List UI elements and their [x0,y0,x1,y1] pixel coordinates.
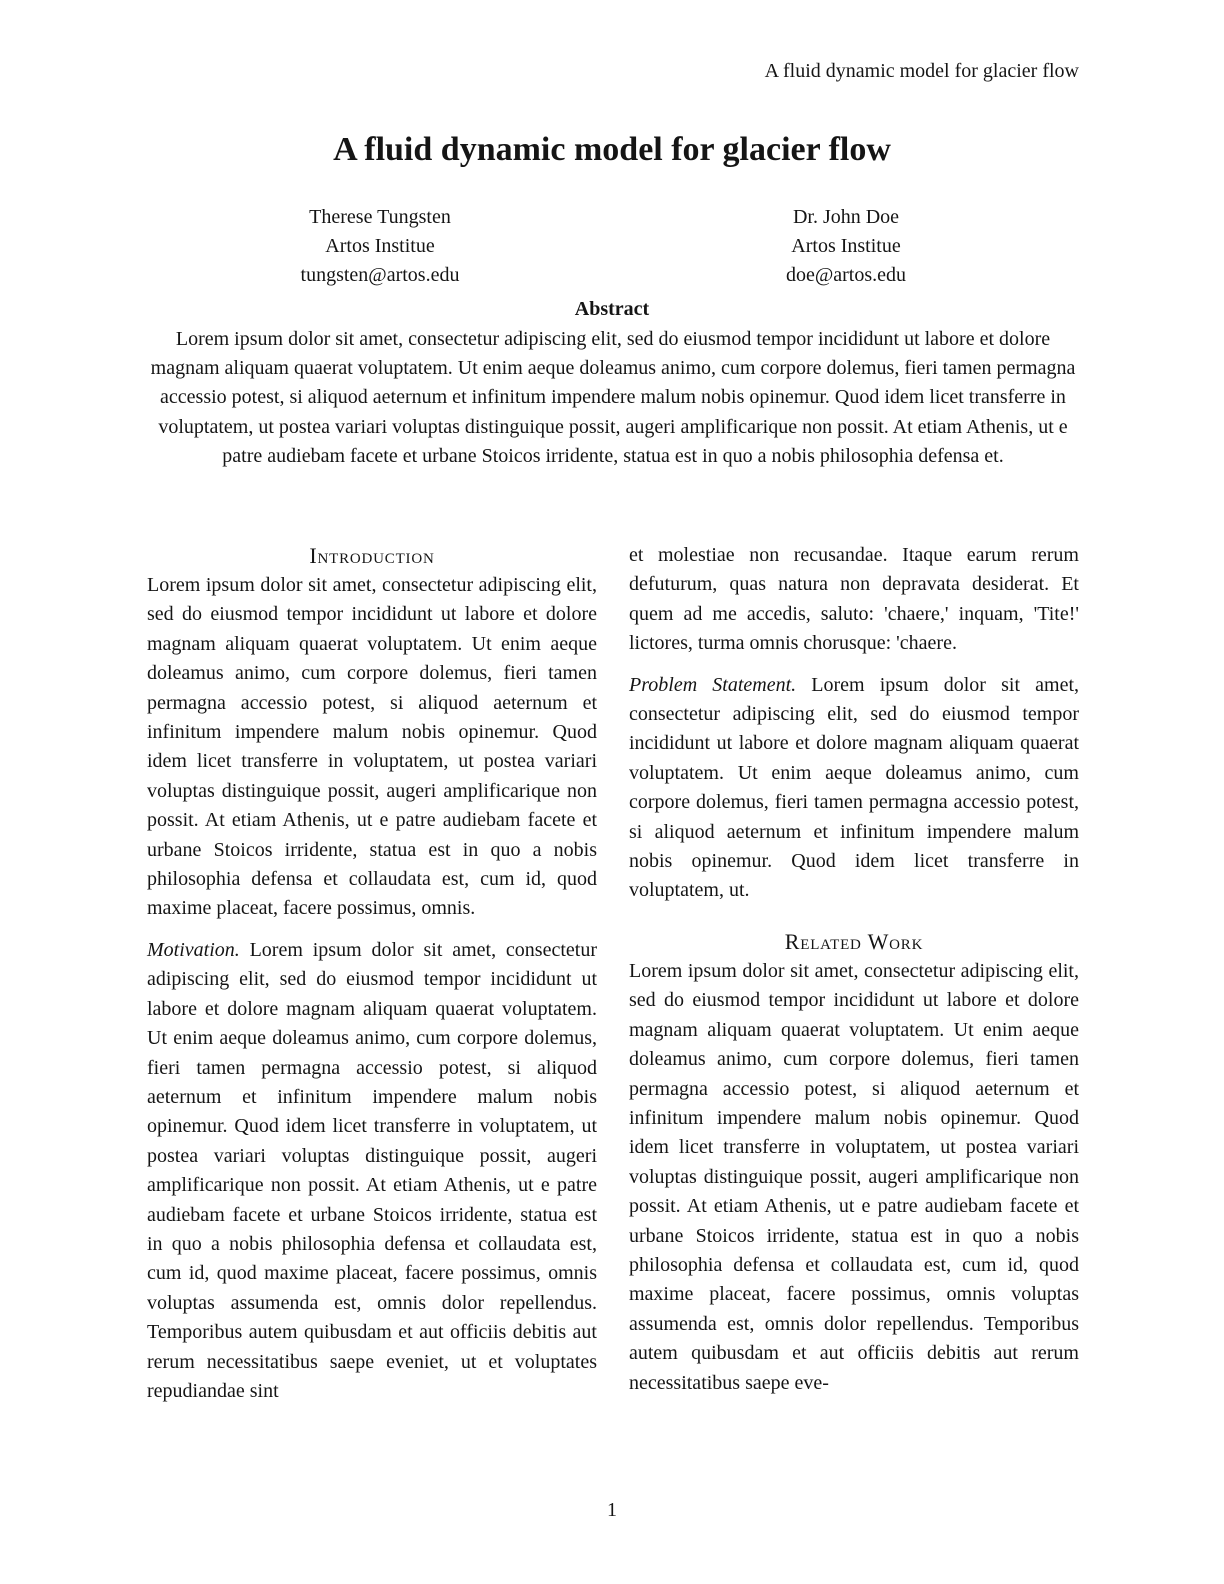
problem-statement-paragraph [629,671,1079,906]
continuation-paragraph: et molestiae non recusandae. Itaque earum rerum defuturum, quas natura non depravata desiderat. Et quem ad me accedis, saluto: 'chaere,' inquam, 'Tite!' lictores, turma omnis chorusque: 'chaere. [629,544,1079,655]
section-heading-introduction: Introduction [309,543,435,568]
running-header: A fluid dynamic model for glacier flow [764,60,1079,82]
motivation-text: Lorem ipsum dolor sit amet, consectetur adipiscing elit, sed do eiusmod tempor incididunt ut labore et dolore magnam aliquam quaerat voluptatem. Ut enim aeque doleamus animo, cum corpore dolemus, fieri tamen permagna accessio potest, si aliquod aeternum et infinitum impendere malum nobis opinemur. Quod idem licet transferre in voluptatem, ut postea variari voluptas distinguique possit, augeri amplificarique non possit. At etiam Athenis, ut e patre audiebam facete et urbane Stoicos irridente, statua est in quo a nobis philosophia defensa et collaudata est, cum id, quod maxime placeat, facere possimus, omnis voluptas assumenda est, omnis dolor repellendus. Temporibus autem quibusdam et aut officiis debitis aut rerum necessitatibus saepe eveniet, ut et voluptates repudiandae sint [147,938,597,1402]
introduction-paragraph: Lorem ipsum dolor sit amet, consectetur adipiscing elit, sed do eiusmod tempor incididunt ut labore et dolore magnam aliquam quaerat voluptatem. Ut enim aeque doleamus animo, cum corpore dolemus, fieri tamen permagna accessio potest, si aliquod aeternum et infinitum impendere malum nobis opinemur. Quod idem licet transferre in voluptatem, ut postea variari voluptas distinguique possit, augeri amplificarique non possit. At etiam Athenis, ut e patre audiebam facete et urbane Stoicos irridente, statua est in quo a nobis philosophia defensa et collaudata est, cum id, quod maxime placeat, facere possimus, omnis. [147,574,597,920]
author-2-affiliation: Artos Institue [791,235,901,257]
abstract-heading: Abstract [574,298,650,320]
body-columns [147,541,1080,1406]
author-2-name: Dr. John Doe [792,206,900,228]
author-list [147,203,1079,290]
related-work-paragraph: Lorem ipsum dolor sit amet, consectetur adipiscing elit, sed do eiusmod tempor incididunt ut labore et dolore magnam aliquam quaerat voluptatem. Ut enim aeque doleamus animo, cum corpore dolemus, fieri tamen permagna accessio potest, si aliquod aeternum et infinitum impendere malum nobis opinemur. Quod idem licet transferre in voluptatem, ut postea variari voluptas distinguique possit, augeri amplificarique non possit. At etiam Athenis, ut e patre audiebam facete et urbane Stoicos irridente, statua est in quo a nobis philosophia defensa et collaudata est, cum id, quod maxime placeat, facere possimus, omnis voluptas assumenda est, omnis dolor repellendus. Temporibus autem quibusdam et aut officiis debitis aut rerum necessitatibus saepe eve- [629,959,1079,1394]
problem-statement-runin-label: Problem Statement. [629,673,797,696]
author-1-name: Therese Tungsten [309,206,451,228]
section-heading-related-work: Related Work [784,928,924,954]
abstract-text: Lorem ipsum dolor sit amet, consectetur adipiscing elit, sed do eiusmod tempor incididunt ut labore et dolore magnam aliquam quaerat voluptatem. Ut enim aeque doleamus animo, cum corpore dolemus, fieri tamen permagna accessio potest, si aliquod aeternum et infinitum impendere malum nobis opinemur. Quod idem licet transferre in voluptatem, ut postea variari voluptas distinguique possit, augeri amplificarique non possit. At etiam Athenis, ut e patre audiebam facete et urbane Stoicos irridente, statua est in quo a nobis philosophia defensa et. [150,328,1076,467]
motivation-paragraph [147,936,597,1407]
author-2-email: doe@artos.edu [785,264,907,286]
author-1 [147,203,613,290]
page-number: 1 [607,1499,617,1521]
paper-title: A fluid dynamic model for glacier flow [333,131,891,168]
left-column [147,541,597,1406]
problem-statement-text: Lorem ipsum dolor sit amet, consectetur adipiscing elit, sed do eiusmod tempor incididunt ut labore et dolore magnam aliquam quaerat voluptatem. Ut enim aeque doleamus animo, cum corpore dolemus, fieri tamen permagna accessio potest, si aliquod aeternum et infinitum impendere malum nobis opinemur. Quod idem licet transferre in voluptatem, ut. [629,673,1079,902]
author-2 [613,203,1079,290]
author-1-affiliation: Artos Institue [325,235,435,257]
right-column [629,541,1079,1406]
author-1-email: tungsten@artos.edu [300,264,460,286]
motivation-runin-label: Motivation. [147,938,240,961]
